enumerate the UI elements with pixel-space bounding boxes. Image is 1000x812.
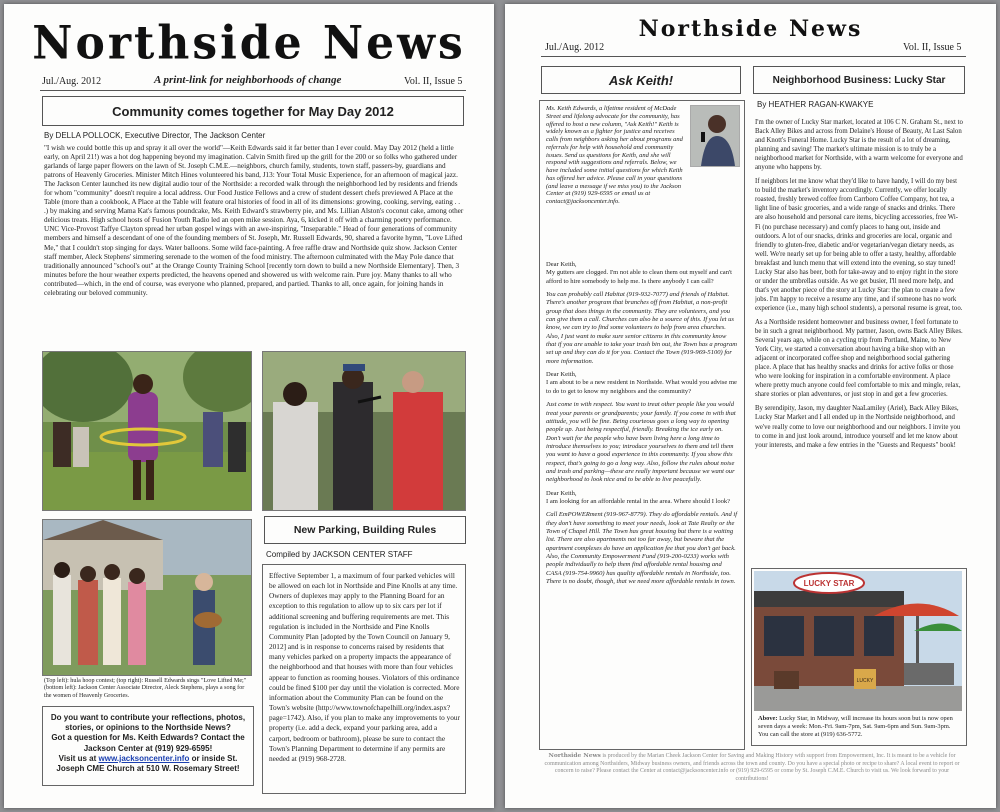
business-para-3: As a Northside resident homeowner and business owner, I feel fortunate to be in such a great neighborhood. My partner, Jason, owns Back Alley Bikes. Several years ago, while on a cycling trip from Portland, Maine, to New York City, we started a conversation about having a bike shop with an adjacent or incorporated coffee shop and neighborhood social gathering place. A place that has healthy snacks and drinks for active folks or those who were looking for inspiration in a comfortable environment. A place where pretty much anyone could feel comfortable to mix and mingle, relax, share stories or plan adventures, or just stop in and get a few groceries. — [755, 318, 963, 399]
answer-1: You can probably call Habitat (919-932-7077) and friends of Habitat. There's another program that branches off from Habitat, a non-profit group that does things in the community. They are volunteers, and you can give them a call. Churches can also be a source of this. If you let us know, we can try to find some volunteers to help from area churches. Also, I just want to make sure senior citizens in this community know that if you are unable to take your trash bin out, the Town has a program set up and they can do it for you. Contact the Town (919-969-5100) for more information. — [546, 291, 737, 365]
ask-keith-intro: Ms. Keith Edwards, a lifetime resident of McDade Street and lifelong advocate for the community, has offered to host a new column, "Ask Keith!" Keith is widely known as a fighter for justice and receives calls from neighbors asking her about programs and referrals for help with household and community issues. Send us questions for Keith, and she will respond with suggestions and referrals. Below, we have included some initial questions for which Keith has offered her advice. Please call in your questions (and leave a message if we miss you) to the Jackson Center at (919) 929-6595 or email us at contact@jacksoncenter.info. — [546, 105, 683, 205]
main-article-body — [44, 144, 464, 342]
main-article-title: Community comes together for May Day 2012 — [42, 96, 464, 126]
parking-article-byline: Compiled by JACKSON CENTER STAFF — [266, 550, 413, 559]
issue-date: Jul./Aug. 2012 — [42, 76, 102, 87]
lucky-star-photo-box — [751, 568, 967, 746]
contact-line-3-pre: Visit us at — [58, 753, 99, 763]
masthead-rule-right — [541, 56, 966, 57]
issue-date-right: Jul./Aug. 2012 — [545, 42, 605, 53]
parking-article-title: New Parking, Building Rules — [264, 516, 466, 544]
photo-russell-edwards — [262, 351, 466, 511]
footer-masthead: Northside News — [548, 752, 601, 759]
ask-keith-title: Ask Keith! — [541, 66, 741, 94]
photo-hula-hoop — [42, 351, 252, 511]
business-title: Neighborhood Business: Lucky Star — [753, 66, 965, 94]
store-logo-text: LUCKY — [856, 678, 874, 684]
contact-box — [42, 706, 254, 786]
lucky-star-caption — [758, 715, 960, 738]
business-byline: By HEATHER RAGAN-KWAKYE — [757, 100, 874, 109]
ask-keith-column — [539, 100, 745, 750]
caption-label: Above: — [758, 715, 778, 722]
photo-caption: (Top left): hula hoop contest; (top right): Russell Edwards sings "Love Lifted Me;" (bottom left): Jackson Center Associate Director, Aleck Stephens, plays a song for the women of Heavenly Groceries. — [44, 678, 247, 699]
footer — [539, 752, 965, 783]
business-para-1: I'm the owner of Lucky Star market, located at 106 C N. Graham St., next to Back Alley Bikes and across from Delaine's House of Beauty, At Last Salon and Knott's Funeral Home. Lucky Star is the result of a lot of dreaming, planning and saving! The market's ultimate mission is to truly be a neighborhood market for Northside, with a warm welcome for everyone and anyone who happens by. — [755, 119, 963, 172]
contact-line-3-post: or inside St. Joseph CME Church at 510 W. Rosemary Street! — [56, 753, 240, 774]
answer-3: Call EmPOWERment (919-967-8779). They do affordable rentals. And if they don't have something to meet your needs, look at Tate Realty or the Town of Chapel Hill. The Town has great housing but there is a waiting list. There are also apartments not too far away, but beware that the apartment complexes do have an application fee that you don't get back. Also, the Community Empowerment Fund (919-200-0233) works with people individually to help them find affordable rental housing and CASA (919-754-9960) has quality affordable rentals in Northside, too. There is no doubt, though, that we need more affordable rentals in town. — [546, 511, 738, 586]
question-1: Dear Keith, My gutters are clogged. I'm not able to clean them out myself and can't afford to hire somebody to help me. Is there anybody I can call? — [546, 261, 732, 285]
website-link[interactable]: www.jacksoncenter.info — [98, 753, 190, 763]
main-article-text: "I wish we could bottle this up and spray it all over the world"—Keith Edwards said it far better than I ever could. May Day 2012 (held a little early, on April 21!) was a hot dog happening beyond my imagination. Calvin Smith fired up the grill for the 200 or so folks who gathered under garlands of large paper flowers on the lawn of St. Joseph C.M.E.—neighbors, church family, students, town staff, passers-by, guardians and patrons of Heavenly Groceries. Minister Mitch Hines volunteered his band, J13: Your Total Music Experience, for an afternoon of magical jazz. The Jackson Center launched its new digital audio tour of the Northside: a recorded walk through the neighborhood led by residents and friends for whom "community" doesn't require a local address. Our Food Justice Fellows and a crew of student dessert chefs previewed A Place at the Table (more than a cookbook, A Place at the Table will feature oral histories of food in all of its dimensions: growing, cooking, serving, eating . . .) by making and serving Mama Kat's famous poundcake, Ms. Keith Edward's strawberry pie, and Ms. Lillian Alston's coconut cake, among other delicious treats. High school hosts of Fusion Youth Radio led an open mike session. Aya, 6, kicked it off with a charming poetry performance. UNC Vice-Provost Taffye Clayton spread her urban gospel wings with an awe-inspiring, "Inseparable." Head of four generations of community members and himself a descendant of one of the founding members of St. Joseph, Mr. Russell Edwards, 90, shared a favorite hymn, "Love Lifted Me," that I couldn't stop singing for days. Water balloons. Some wild face-painting. A free raffle draw and Northside quiz show. Jackson Center staff member, Aleck Stephens' simmering serenade to the women of the food ministry. The afternoon culminated with the May Pole dance that traditionally announced "school's out" at the Orange County Training School [recently torn down to build a new Northside Elementary]. Then, 3 minutes before the hour weather experts predicted, the heavens opened and showered us with welcome rain. Pure joy. Many thanks to all who contributed—which, in the end of course, was everyone who planned, prepared, and partied. Thanks to all, once again, for joining hands in celebrating our beloved community. — [44, 144, 464, 297]
business-para-2: If neighbors let me know what they'd like to have handy, I will do my best to build the market's inventory accordingly. Currently, we offer locally roasted, freshly brewed coffee from Carrboro Coffee Company, hot tea, a light line of basic groceries, and a wide range of snacks and drinks. There are also household and personal care items, bicycling accessories, free Wi-Fi (no purchase necessary) and comfy places to hang out, inside and outdoors. A lot of our snacks, drinks and groceries are local, organic and friendly to gluten-free, diabetic and/or vegetarian/vegan dietary needs, as well. We're nearly set up for being able to offer a tasty, healthy, affordable breakfast and lunch menu that will extend into the evening, so stay tuned! Lucky Star also has beer, both for take-away and to enjoy right in the store or under the umbrellas outside. As we get busier, I'll need more help, and that's yet another piece of the story at Lucky Star: the plan to create a few jobs. I'm happy to receive a resume any time, and if someone has no work experience (i.e., many high school students), a personal resume is great, too. — [755, 178, 963, 312]
masthead-rule — [40, 90, 466, 91]
issue-volume-right: Vol. II, Issue 5 — [903, 42, 962, 53]
tagline: A print-link for neighborhoods of change — [154, 74, 342, 86]
answer-2: Just come in with respect. You want to treat other people like you would treat your parents or grandparents; your family. If you come in with that attitude, you will be fine. Being courteous goes a long way to opening people up. Just being respectful, friendly. Breaking the ice early on. Don't wait for the people who have been living here a long time to introduce themselves to you; introduce yourselves to them and tell them you want to have a good experience in this community. If you show this respect, that's going to go a long way. Also, follow the rules about noise and trash and parking—these are really important because we want our neighborhood to look nice and to be able to live peacefully. — [546, 401, 736, 484]
business-para-4: By serendipity, Jason, my daughter NaaLamiley (Ariel), Back Alley Bikes, Lucky Star Market and I all ended up in the Northside neighborhood, and we've really come to love our neighborhood and our neighbors. I invite you to come in and just look around, introduce yourself and let me know about your interests, and make a few entries in the "Guests and Requests" book! — [755, 405, 961, 449]
store-sign-text: LUCKY STAR — [803, 579, 855, 588]
masthead-title: Northside News — [32, 16, 466, 71]
photo-lucky-star — [754, 571, 962, 711]
masthead-title-small: Northside News — [638, 16, 863, 42]
parking-article-body: Effective September 1, a maximum of four parked vehicles will be allowed on each lot in Northside and Pine Knolls at any time. Owners of duplexes may apply to the Planning Board for an exception to this regulation to allow up to six cars per lot if additional screening and buffering requirements are met. This regulation is included in the Northside and Pine Knolls Community Plan [adopted by the Town Council on January 9, 2012] and is in response to concerns raised by residents that many vehicles parked on a property impacts the appearance of the neighborhood and that houses with more than four vehicles appear to function as rooming houses. Violators of this ordinance could be fined $100 per day until the violation is corrected. More information about the Community Plan can be found on the Town's website (http://www.townofchapelhill.org/index.aspx?page=1742). Also, if you plan to make any improvements to your property (i.e. add a deck, expand your parking area, add a carport, bedroom or bathroom), please be sure to contact the Town's Planning Department to determine if any permits are needed at (919) 968-2728. — [269, 571, 460, 763]
page-right — [505, 4, 996, 808]
contact-line-2: Got a question for Ms. Keith Edwards? Contact the Jackson Center at (919) 929-6595! — [51, 733, 245, 753]
parking-article-box — [262, 564, 466, 794]
contact-text — [47, 713, 249, 774]
business-body — [755, 118, 963, 594]
main-article-byline: By DELLA POLLOCK, Executive Director, The Jackson Center — [44, 131, 266, 140]
page-left — [4, 4, 494, 808]
question-3: Dear Keith, I am looking for an affordable rental in the area. Where should I look? — [546, 489, 731, 505]
photo-keith-edwards — [690, 105, 740, 167]
photo-aleck-stephens — [42, 519, 252, 676]
issue-volume: Vol. II, Issue 5 — [404, 76, 463, 87]
footer-text: is produced by the Marian Cheek Jackson Center for Saving and Making History with support from Empowerment, Inc. It is meant to be a vehicle for communication among Northsiders, Midway business owners, and friends across the town and county. Do you have a special photo or recipe to share? A local event to report or concern to raise? Please contact the Center at contact@jacksoncenter.info or (919) 929-6595 or come by St. Joseph C.M.E. Church to visit us. We look forward to your contributions! — [544, 753, 960, 782]
contact-line-1: Do you want to contribute your reflections, photos, stories, or opinions to the Northside News? — [50, 713, 246, 733]
caption-text: Lucky Star, in Midway, will increase its hours soon but is now open seven days a week: Mon.-Fri. 9am-7pm, Sat. 9am-6pm and Sun. 9am-3pm. You can call the store at (919) 636-5772. — [758, 715, 953, 738]
question-2: Dear Keith, I am about to be a new resident in Northside. What would you advise me to do to get to know my neighbors and the community? — [546, 371, 737, 395]
ask-keith-qa — [546, 261, 738, 741]
